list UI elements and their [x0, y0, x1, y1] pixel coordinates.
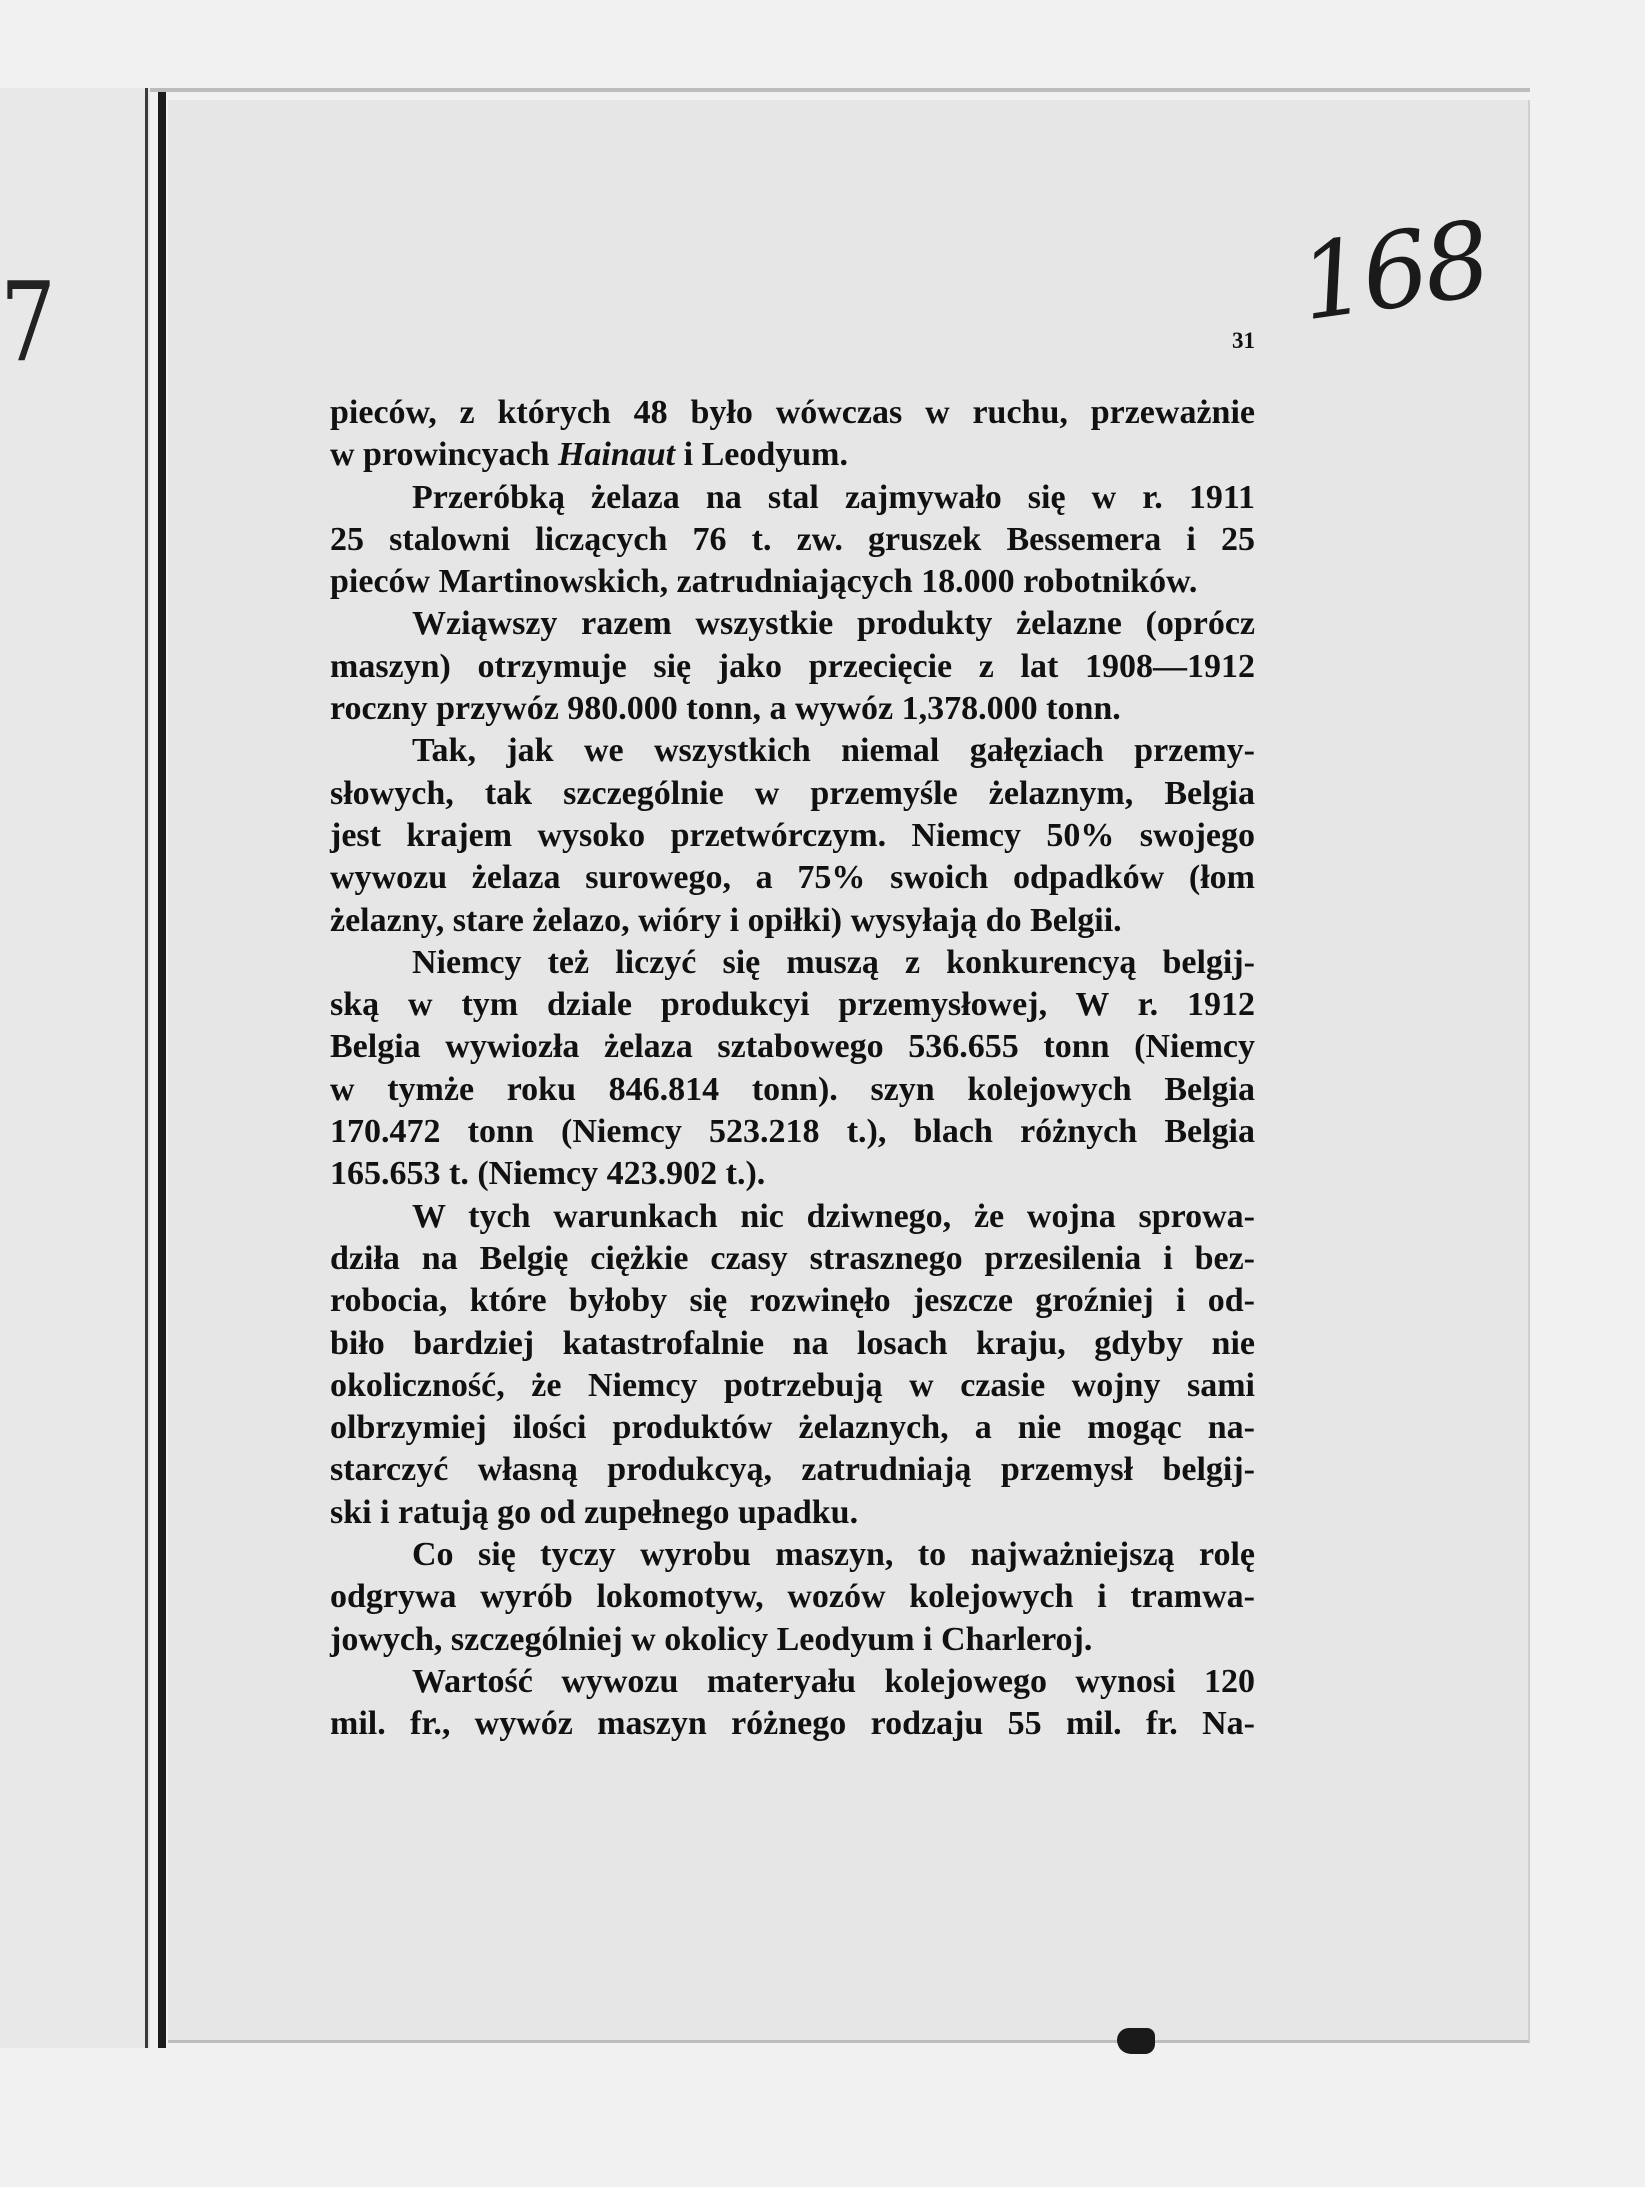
- text-line: [330, 1407, 1255, 1449]
- text-line-content: wywozu żelaza surowego, a 75% swoich odpadków (łom: [330, 859, 1255, 897]
- text-line: [330, 984, 1255, 1026]
- text-line-content: ski i ratują go od zupełnego upadku.: [330, 1493, 859, 1531]
- text-line-content: Belgia wywiozła żelaza sztabowego 536.655 tonn (Niemcy: [330, 1028, 1255, 1066]
- text-line: [330, 773, 1255, 815]
- text-line-italic: Hainaut: [557, 436, 676, 474]
- body-text: [330, 392, 1255, 1746]
- text-line-content: roczny przywóz 980.000 tonn, a wywóz 1,378.000 tonn.: [330, 690, 1121, 728]
- text-line: [330, 1238, 1255, 1280]
- text-line-content: dziła na Belgię ciężkie czasy strasznego przesilenia i bez-: [330, 1239, 1255, 1277]
- page-number: 31: [1232, 328, 1255, 353]
- ink-blot: [1117, 2028, 1155, 2054]
- text-line: [330, 646, 1255, 688]
- text-line: [330, 1069, 1255, 1111]
- binding-shadow: [145, 88, 148, 2048]
- text-line-content: jest krajem wysoko przetwórczym. Niemcy 50% swojego: [330, 816, 1255, 854]
- text-line-content: w prowincyach: [330, 436, 558, 474]
- text-line-content: starczyć własną produkcyą, zatrudniają przemysł belgij-: [330, 1451, 1255, 1489]
- text-line-content: Przeróbką żelaza na stal zajmywało się w r. 1911: [412, 478, 1255, 516]
- left-page-edge: [0, 88, 150, 2048]
- text-line: [330, 1661, 1255, 1703]
- text-line: [330, 392, 1255, 434]
- text-line: [330, 1492, 1255, 1534]
- binding-line: [158, 88, 166, 2048]
- text-line-content: ską w tym dziale produkcyi przemysłowej, W r. 1912: [330, 986, 1255, 1024]
- text-line: [330, 1323, 1255, 1365]
- text-line-content: Wziąwszy razem wszystkie produkty żelazne (oprócz: [412, 605, 1255, 643]
- text-line: [330, 1534, 1255, 1576]
- text-line-content: 25 stalowni liczących 76 t. zw. gruszek Bessemera i 25: [330, 520, 1255, 558]
- text-line: [330, 1111, 1255, 1153]
- text-line-content: W tych warunkach nic dziwnego, że wojna sprowa-: [412, 1197, 1255, 1235]
- text-line-content: w tymże roku 846.814 tonn). szyn kolejowych Belgia: [330, 1070, 1255, 1108]
- text-line: [330, 815, 1255, 857]
- text-line-content: 165.653 t. (Niemcy 423.902 t.).: [330, 1155, 766, 1193]
- text-line: [330, 1196, 1255, 1238]
- left-page-handwritten-mark: 7: [0, 258, 56, 386]
- text-line-content: jowych, szczególniej w okolicy Leodyum i Charleroj.: [330, 1620, 1093, 1658]
- text-line: [330, 1280, 1255, 1322]
- text-line-content: robocia, które byłoby się rozwinęło jeszcze groźniej i od-: [330, 1282, 1255, 1320]
- text-line-content: Tak, jak we wszystkich niemal gałęziach przemy-: [412, 732, 1255, 770]
- text-line-content: odgrywa wyrób lokomotyw, wozów kolejowych i tramwa-: [330, 1578, 1255, 1616]
- handwritten-archive-number: 168: [1292, 197, 1495, 345]
- text-line-content: pieców, z których 48 było wówczas w ruchu, przeważnie: [330, 394, 1255, 431]
- text-line: [330, 857, 1255, 899]
- text-line: [330, 1153, 1255, 1195]
- text-line-content: pieców Martinowskich, zatrudniających 18.000 robotników.: [330, 563, 1198, 601]
- text-line: [330, 434, 1255, 476]
- text-line-content: okoliczność, że Niemcy potrzebują w czasie wojny sami: [330, 1366, 1255, 1404]
- text-line: [330, 1576, 1255, 1618]
- page-top-edge: [150, 88, 1530, 92]
- text-line-content: Niemcy też liczyć się muszą z konkurencyą belgij-: [412, 943, 1255, 981]
- text-line: [330, 730, 1255, 772]
- text-line: [330, 1026, 1255, 1068]
- text-line: [330, 688, 1255, 730]
- text-line: [330, 900, 1255, 942]
- text-line: [330, 1619, 1255, 1661]
- text-line: [330, 1365, 1255, 1407]
- text-line: [330, 519, 1255, 561]
- text-line-content: biło bardziej katastrofalnie na losach kraju, gdyby nie: [330, 1324, 1255, 1362]
- text-line-content: maszyn) otrzymuje się jako przecięcie z lat 1908—1912: [330, 647, 1255, 685]
- text-line: [330, 1703, 1255, 1745]
- text-line-tail: i Leodyum.: [675, 436, 848, 474]
- text-line-content: Wartość wywozu materyału kolejowego wynosi 120: [412, 1662, 1255, 1700]
- text-line-content: mil. fr., wywóz maszyn różnego rodzaju 55 mil. fr. Na-: [330, 1705, 1255, 1743]
- text-line-content: 170.472 tonn (Niemcy 523.218 t.), blach różnych Belgia: [330, 1113, 1255, 1151]
- text-line-content: słowych, tak szczególnie w przemyśle żelaznym, Belgia: [330, 774, 1255, 812]
- text-line-content: Co się tyczy wyrobu maszyn, to najważniejszą rolę: [412, 1536, 1255, 1574]
- text-line-content: olbrzymiej ilości produktów żelaznych, a nie mogąc na-: [330, 1409, 1255, 1447]
- text-line-content: żelazny, stare żelazo, wióry i opiłki) wysyłają do Belgii.: [330, 901, 1122, 939]
- text-line: [330, 561, 1255, 603]
- text-line: [330, 1449, 1255, 1491]
- text-line: [330, 603, 1255, 645]
- text-line: [330, 942, 1255, 984]
- text-line: [330, 477, 1255, 519]
